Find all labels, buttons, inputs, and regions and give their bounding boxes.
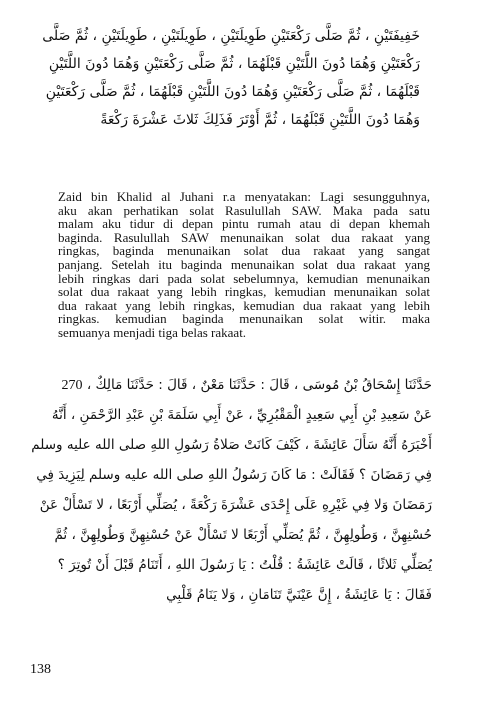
hadith-number: 270 — [61, 378, 83, 393]
arabic-line-text: حَدَّثَنَا إِسْحَاقُ بْنُ مُوسَى ، قَالَ : حَدَّثَنَا مَعْنٌ ، قَالَ : حَدَّثَنَا مَالِكٌ ، — [86, 377, 432, 393]
arabic-line: قَبْلَهُمَا ، ثُمَّ صَلَّى رَكْعَتَيْنِ وَهُمَا دُونَ اللَّتَيْنِ قَبْلَهُمَا ، ثُمَّ صَلَّى رَكْعَتَيْنِ — [45, 84, 420, 100]
translation-line: semuanya menjadi tiga belas rakaat. — [58, 324, 247, 340]
arabic-line: رَكْعَتَيْنِ وَهُمَا دُونَ اللَّتَيْنِ قَبْلَهُمَا ، ثُمَّ صَلَّى رَكْعَتَيْنِ وَهُمَا دُونَ اللَّتَيْنِ — [48, 56, 420, 72]
translation-line: panjang. Setelah itu baginda menunaikan solat dua rakaat yang — [58, 256, 430, 272]
translation-line: ringkas. kemudian baginda menunaikan solat witir. maka — [58, 311, 430, 327]
arabic-text-hadith — [31, 370, 432, 610]
translation-line: aku akan perhatikan solat Rasulullah SAW. Maka pada satu — [58, 202, 430, 218]
arabic-line: رَمَضَانَ وَلا فِي غَيْرِهِ عَلَى إِحْدَى عَشْرَةَ رَكْعَةً ، يُصَلِّي أَرْبَعًا ، لا تَسْأَلْ عَنْ — [39, 497, 432, 513]
translation-line: Zaid bin Khalid al Juhani r.a menyatakan: Lagi sesungguhnya, — [58, 189, 430, 204]
translation-line: malam aku tidur di depan pintu rumah atau di depan khemah — [58, 216, 430, 232]
arabic-line: أَخْبَرَهُ أَنَّهُ سَأَلَ عَائِشَةَ ، كَيْفَ كَانَتْ صَلاةُ رَسُولِ اللهِ صلى الله عليه وسلم — [31, 437, 432, 453]
arabic-line: فَقَالَ : يَا عَائِشَةُ ، إِنَّ عَيْنَيَّ تَنَامَانِ ، وَلا يَنَامُ قَلْبِي — [166, 587, 432, 603]
translation-line: dua rakaat yang lebih ringkas, kemudian dua rakaat yang lebih — [58, 297, 430, 313]
arabic-line: فِي رَمَضَانَ ؟ فَقَالَتْ : مَا كَانَ رَسُولُ اللهِ صلى الله عليه وسلم لِيَزِيدَ فِي — [36, 467, 432, 483]
malay-translation — [58, 190, 430, 340]
arabic-line: حُسْنِهِنَّ ، وَطُولِهِنَّ ، ثُمَّ يُصَلِّي أَرْبَعًا لا تَسْأَلْ عَنْ حُسْنِهِنَّ وَطُولِهِنَّ ، ثُمَّ — [54, 527, 432, 543]
arabic-line: وَهُمَا دُونَ اللَّتَيْنِ قَبْلَهُمَا ، ثُمَّ أَوْتَرَ فَذَلِكَ ثَلاثَ عَشْرَةَ رَكْعَةً — [100, 112, 420, 128]
arabic-text-top — [42, 22, 420, 134]
page-number: 138 — [30, 662, 51, 677]
translation-line: ringkas, baginda menunaikan solat dua rakaat yang sangat — [58, 243, 430, 259]
translation-line: lebih ringkas dari pada solat sebelumnya, kemudian menunaikan — [58, 270, 430, 286]
arabic-line: عَنْ سَعِيدِ بْنِ أَبِي سَعِيدٍ الْمَقْبُرِيِّ ، عَنْ أَبِي سَلَمَةَ بْنِ عَبْدِ الرَّحْمَنِ ، أَنَّهُ — [51, 407, 432, 423]
arabic-line — [58, 370, 432, 400]
translation-line: solat dua rakaat yang lebih ringkas, kemudian menunaikan solat — [58, 284, 430, 300]
translation-line: baginda. Rasulullah SAW menunaikan solat dua rakaat yang — [58, 229, 430, 245]
arabic-line: خَفِيفَتَيْنِ ، ثُمَّ صَلَّى رَكْعَتَيْنِ طَوِيلَتَيْنِ ، طَوِيلَتَيْنِ ، طَوِيلَتَيْنِ ، ثُمَّ صَلَّى — [42, 28, 420, 44]
arabic-line: يُصَلِّي ثَلاثًا ، قَالَتْ عَائِشَةُ : قُلْتُ : يَا رَسُولَ اللهِ ، أَتَنَامُ قَبْلَ أَنْ تُوتِرَ ؟ — [57, 557, 432, 573]
